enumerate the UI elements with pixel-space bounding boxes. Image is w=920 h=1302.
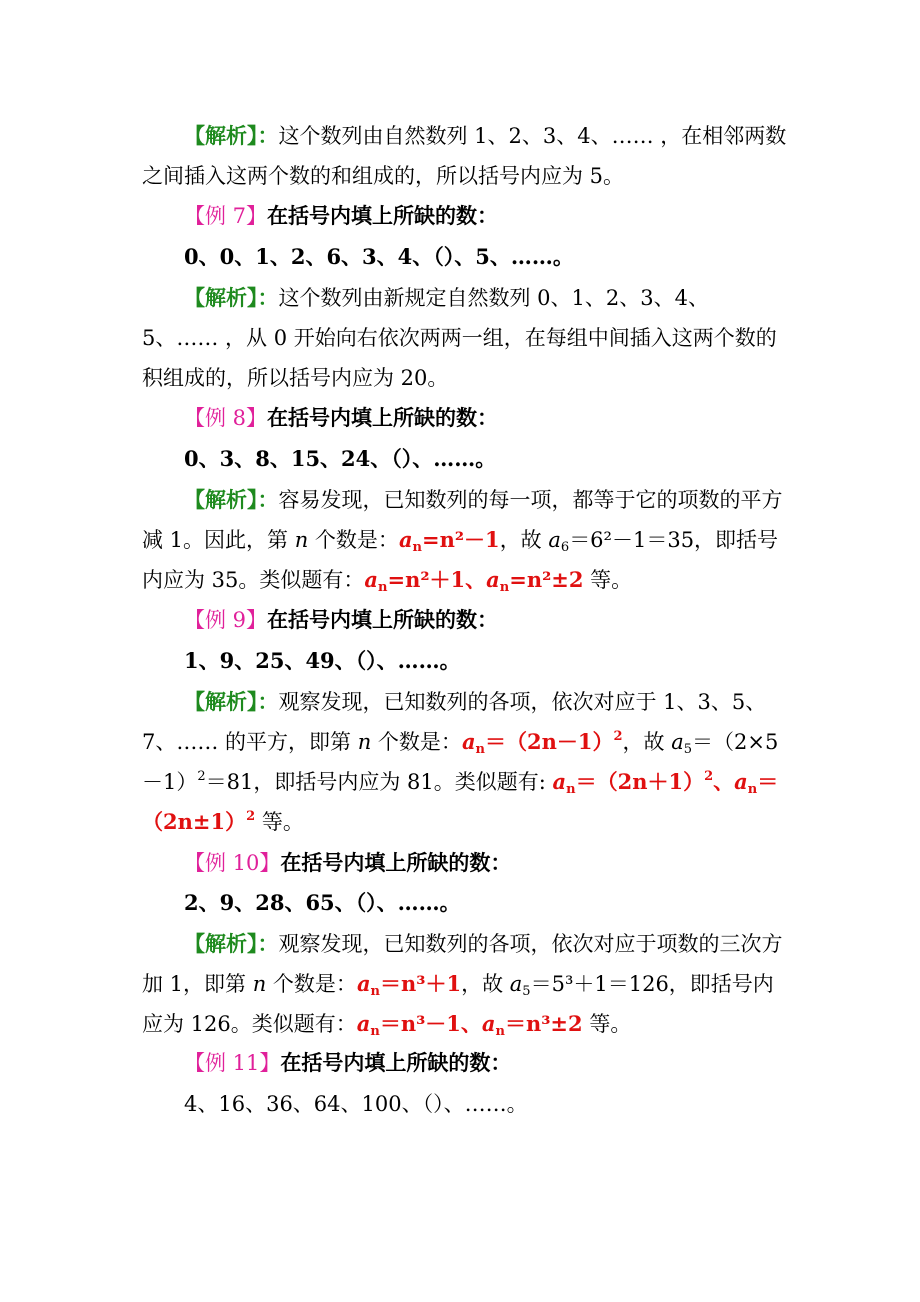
analysis-text: ＝81，即括号内应为 81。类似题有: <box>205 770 553 794</box>
formula-1 <box>398 527 500 555</box>
analysis-paragraph-4 <box>142 682 790 842</box>
variable-a: a <box>509 972 523 996</box>
variable-a: a <box>481 1011 496 1036</box>
example-label: 【例 9】 <box>184 608 268 632</box>
analysis-text: ，故 <box>499 528 549 552</box>
example-8-heading <box>142 398 790 438</box>
analysis-text: 观察发现，已知数列的各项，依次对应于 1、3、5、7、…… 的平方，即第 <box>142 690 767 754</box>
formula-body: ＝n³－1 <box>379 1011 461 1036</box>
analysis-paragraph-5 <box>142 924 790 1044</box>
analysis-text: 等。 <box>583 568 633 592</box>
formula-3 <box>481 1011 583 1039</box>
example-11-sequence: 4、16、36、64、100、（）、……。 <box>184 1092 528 1116</box>
example-7-sequence: 0、0、1、2、6、3、4、（）、5、……。 <box>184 244 574 269</box>
analysis-text: 个数是： <box>371 730 462 754</box>
subscript-n: n <box>412 540 422 555</box>
analysis-paragraph-2 <box>142 278 790 398</box>
formula-separator: 、 <box>713 769 735 794</box>
analysis-text: ，故 <box>622 730 672 754</box>
example-title: 在括号内填上所缺的数： <box>280 1050 512 1075</box>
analysis-text-line1: 这个数列由新规定自然数列 0、1、2、3、4、 <box>278 286 709 310</box>
formula-2 <box>552 769 714 797</box>
analysis-text: 等。 <box>582 1012 632 1036</box>
formula-1 <box>461 729 623 757</box>
example-label: 【例 11】 <box>184 1051 281 1075</box>
formula-separator: 、 <box>465 567 487 592</box>
subscript-n: n <box>747 782 758 797</box>
formula-separator: 、 <box>460 1011 482 1036</box>
formula-2 <box>356 1011 461 1039</box>
superscript-2: 2 <box>704 769 714 784</box>
example-8-sequence: 0、3、8、15、24、（）、……。 <box>184 446 497 471</box>
analysis-text: ＝5³＋1＝126，即括号内应为 126。类似题有： <box>142 972 774 1036</box>
subscript-n: n <box>370 1024 380 1039</box>
subscript-n: n <box>495 1024 505 1039</box>
variable-a: a <box>356 971 371 996</box>
example-label: 【例 7】 <box>184 204 268 228</box>
subscript-n: n <box>475 742 485 757</box>
analysis-text: 容易发现，已知数列的每一项，都等于它的项数的平方减 1。因此，第 <box>142 488 783 552</box>
subscript-5: 5 <box>522 984 531 999</box>
subscript-n: n <box>370 984 380 999</box>
formula-1 <box>356 971 462 999</box>
formula-body: ＝（2n－1） <box>485 729 614 754</box>
example-title: 在括号内填上所缺的数： <box>267 203 499 228</box>
example-label: 【例 8】 <box>184 406 268 430</box>
example-title: 在括号内填上所缺的数： <box>280 850 512 875</box>
analysis-text: ，故 <box>461 972 510 996</box>
analysis-text-rest: 5、…… ，从 0 开始向右依次两两一组，在每组中间插入这两个数的积组成的，所以括号内应为 20。 <box>142 326 777 390</box>
variable-a: a <box>398 527 413 552</box>
example-10-heading <box>142 843 790 883</box>
variable-a: a <box>671 730 684 754</box>
example-7-heading <box>142 196 790 236</box>
example-9-heading <box>142 600 790 640</box>
formula-body: =n²－1 <box>422 527 500 552</box>
example-title: 在括号内填上所缺的数： <box>267 405 499 430</box>
example-11-heading <box>142 1043 790 1083</box>
analysis-text: 等。 <box>255 810 304 834</box>
variable-a: a <box>364 567 379 592</box>
variable-n: n <box>357 730 372 754</box>
variable-a: a <box>552 769 567 794</box>
analysis-label: 【解析】 <box>184 123 258 148</box>
label-separator: ： <box>257 487 279 512</box>
analysis-text: ＝（2×5－1） <box>142 730 779 794</box>
formula-body: ＝（2n＋1） <box>575 769 705 794</box>
superscript-2: 2 <box>246 809 256 824</box>
subscript-6: 6 <box>560 540 570 555</box>
label-separator: ： <box>257 285 279 310</box>
label-separator: ： <box>257 689 279 714</box>
variable-a: a <box>734 769 748 794</box>
analysis-label: 【解析】 <box>184 689 258 714</box>
variable-a: a <box>548 528 561 552</box>
formula-body: =n²±2 <box>509 567 584 592</box>
analysis-text: 观察发现，已知数列的各项，依次对应于项数的三次方加 1，即第 <box>142 932 783 996</box>
analysis-label: 【解析】 <box>184 285 258 310</box>
subscript-n: n <box>566 782 576 797</box>
analysis-paragraph-1 <box>142 116 790 196</box>
label-separator: ： <box>257 123 279 148</box>
analysis-text: 个数是： <box>266 972 357 996</box>
analysis-text: ＝6²－1＝35，即括号内应为 35。类似题有： <box>142 528 779 592</box>
formula-body: ＝n³±2 <box>504 1011 583 1036</box>
subscript-5: 5 <box>683 742 693 757</box>
analysis-text: 个数是： <box>308 528 399 552</box>
formula-body: ＝（2n±1） <box>142 769 779 834</box>
formula-2 <box>364 567 466 595</box>
analysis-text: 这个数列由自然数列 1、2、3、4、…… ，在相邻两数之间插入这两个数的和组成的，所以括号内应为 5。 <box>142 124 787 188</box>
example-label: 【例 10】 <box>184 851 281 875</box>
formula-body: =n²＋1 <box>387 567 466 592</box>
formula-body: ＝n³＋1 <box>380 971 462 996</box>
analysis-label: 【解析】 <box>184 487 258 512</box>
variable-n: n <box>252 972 267 996</box>
variable-n: n <box>294 528 309 552</box>
variable-a: a <box>486 567 500 592</box>
analysis-label: 【解析】 <box>184 931 258 956</box>
formula-3 <box>486 567 584 595</box>
subscript-n: n <box>499 580 510 595</box>
subscript-n: n <box>378 580 388 595</box>
variable-a: a <box>461 729 476 754</box>
variable-a: a <box>356 1011 371 1036</box>
superscript-2: 2 <box>197 769 206 784</box>
example-title: 在括号内填上所缺的数： <box>267 607 499 632</box>
analysis-paragraph-3 <box>142 480 790 600</box>
label-separator: ： <box>257 931 279 956</box>
example-10-sequence: 2、9、28、65、（）、……。 <box>184 890 461 915</box>
superscript-2: 2 <box>613 729 623 744</box>
example-9-sequence: 1、9、25、49、（）、……。 <box>184 648 461 673</box>
